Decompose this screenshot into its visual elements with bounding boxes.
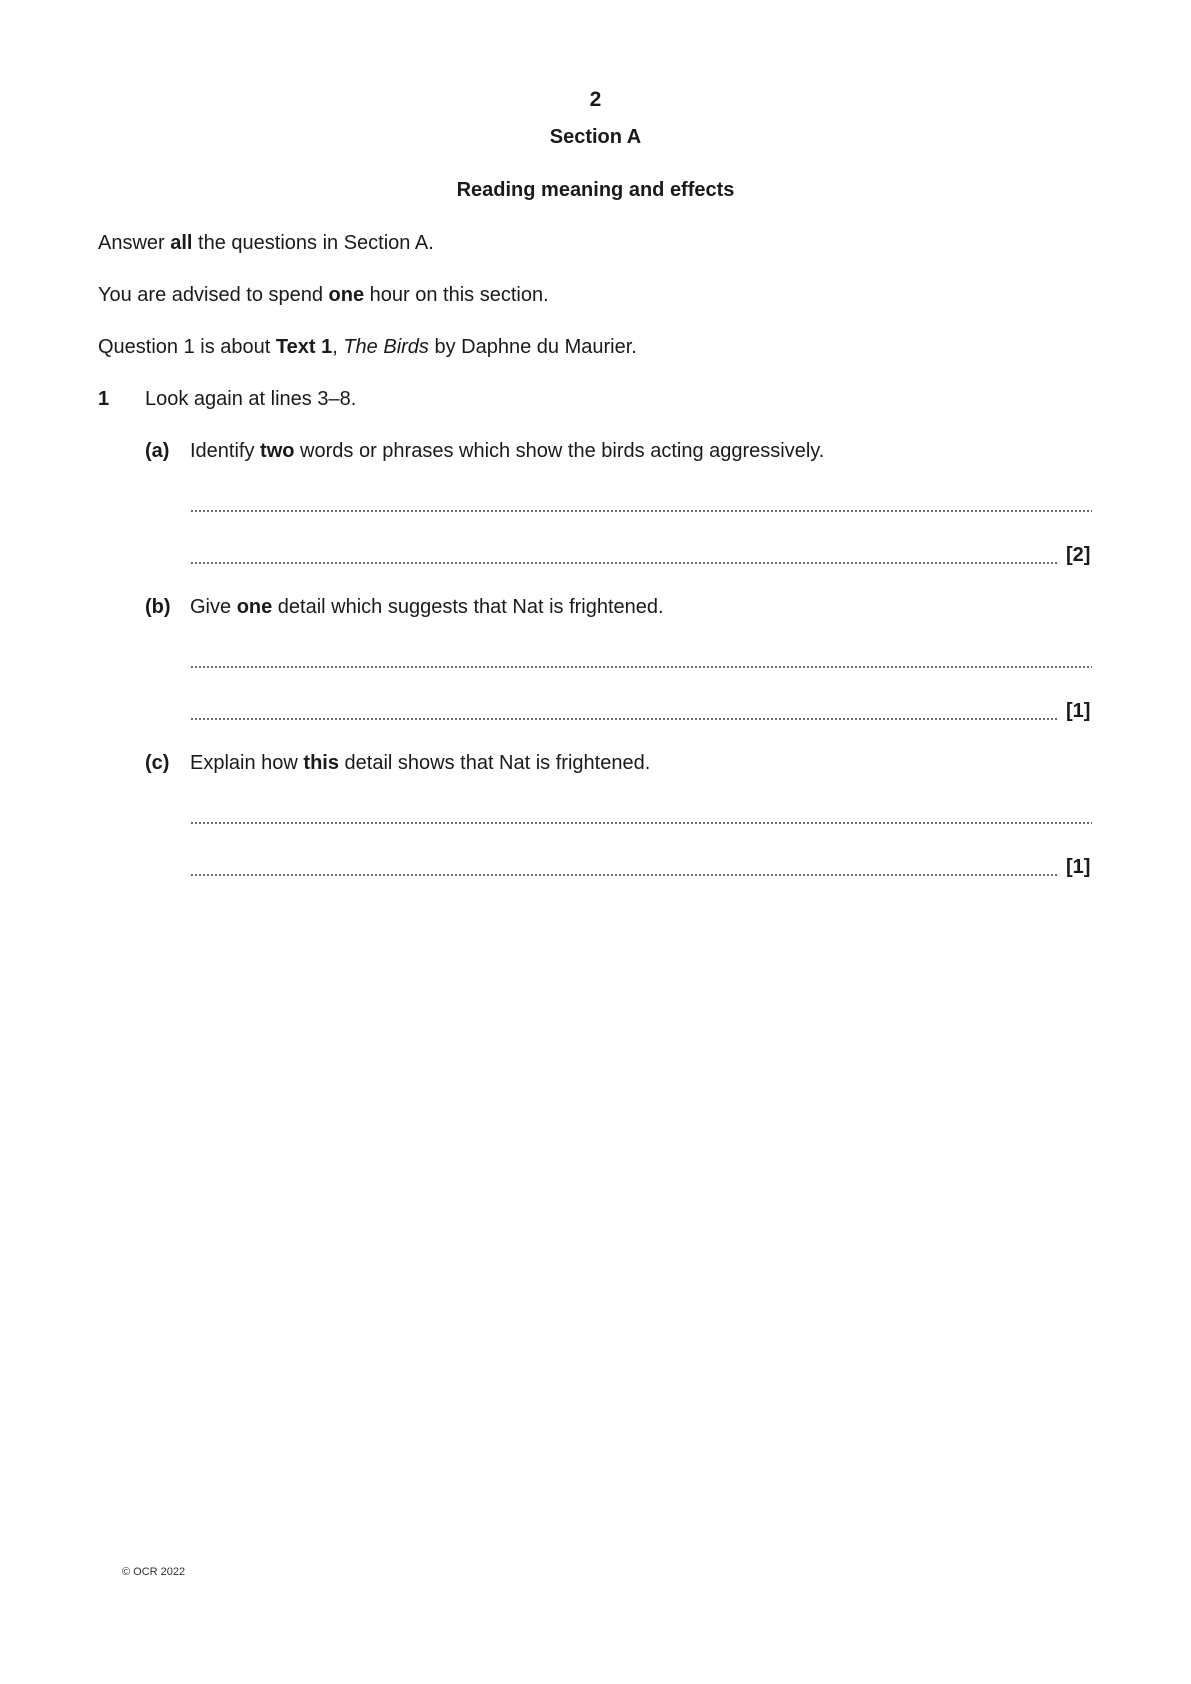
page-number: 2 (589, 88, 602, 111)
answer-line[interactable] (190, 510, 1092, 512)
question-intro: Question 1 is about Text 1, The Birds by Daphne du Maurier. (98, 336, 637, 358)
marks-c: [1] (1066, 856, 1091, 878)
answer-line[interactable] (190, 718, 1058, 720)
instruction-answer-all: Answer all the questions in Section A. (98, 232, 434, 254)
section-title: Section A (549, 126, 642, 148)
section-subtitle: Reading meaning and effects (456, 179, 735, 201)
answer-line[interactable] (190, 562, 1058, 564)
question-number: 1 (98, 388, 110, 410)
copyright-footer: © OCR 2022 (122, 1566, 186, 1578)
part-a-label: (a) (145, 440, 170, 462)
marks-b: [1] (1066, 700, 1091, 722)
part-c-text: Explain how this detail shows that Nat is frightened. (190, 752, 651, 774)
answer-line[interactable] (190, 666, 1092, 668)
part-b-label: (b) (145, 596, 171, 618)
instruction-time: You are advised to spend one hour on this section. (98, 284, 549, 306)
marks-a: [2] (1066, 544, 1091, 566)
part-b-text: Give one detail which suggests that Nat is frightened. (190, 596, 664, 618)
answer-line[interactable] (190, 822, 1092, 824)
part-c-label: (c) (145, 752, 170, 774)
answer-line[interactable] (190, 874, 1058, 876)
question-text: Look again at lines 3–8. (145, 388, 357, 410)
part-a-text: Identify two words or phrases which show the birds acting aggressively. (190, 440, 825, 462)
